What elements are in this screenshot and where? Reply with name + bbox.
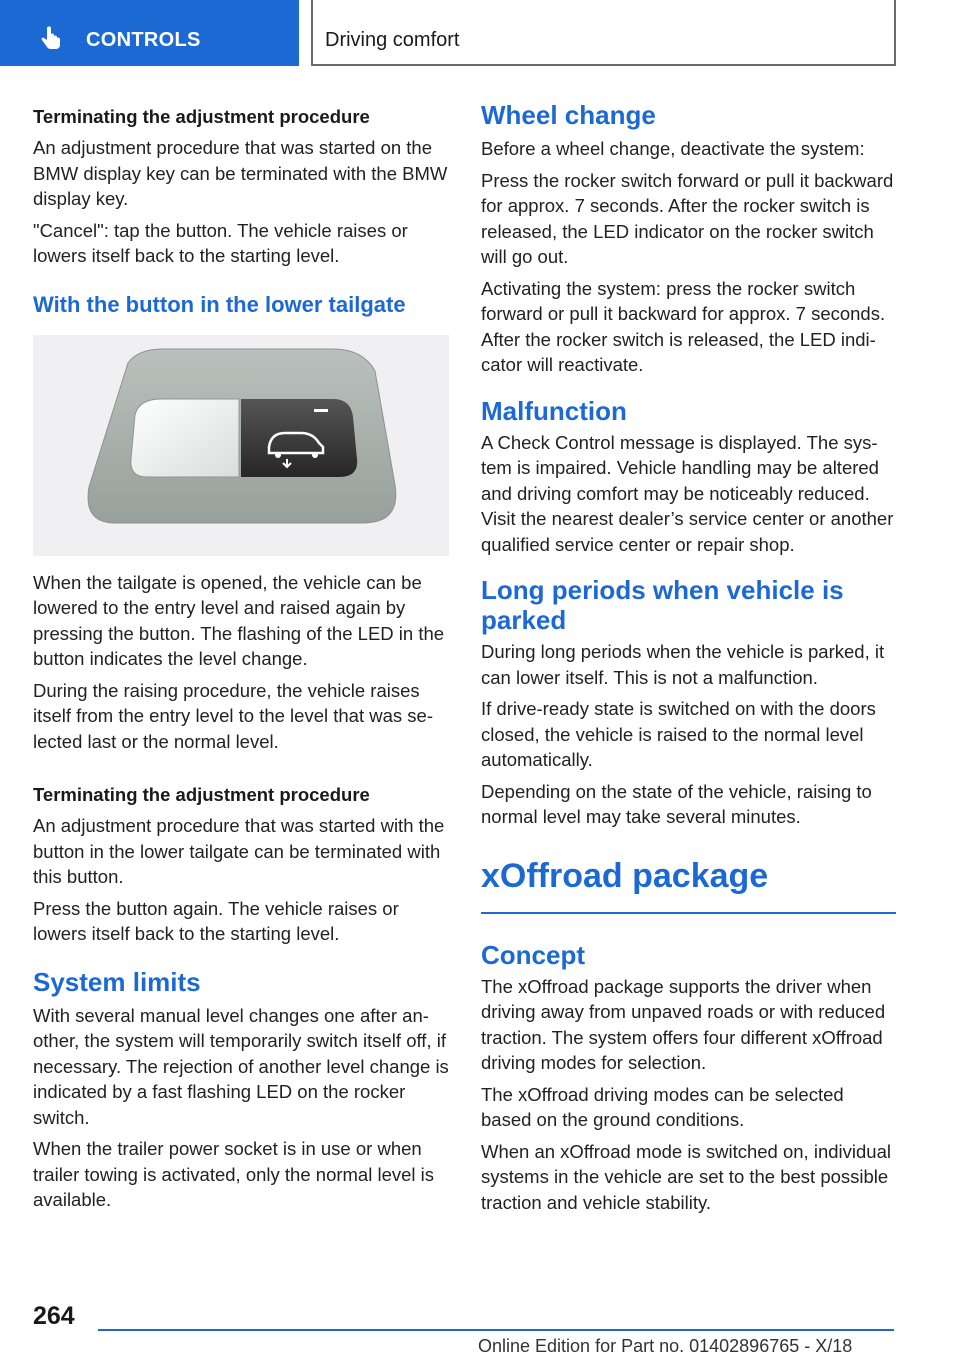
paragraph: During the raising procedure, the vehicle raises itself from the entry level to the level that was selected last or the normal level.	[33, 679, 433, 752]
paragraph: When an xOffroad mode is switched on, individual systems in the vehicle are set to the best possible traction and vehicle stability.	[481, 1140, 891, 1213]
chapter-tab-label: CONTROLS	[86, 29, 201, 51]
paragraph: An adjustment procedure that was started with the button in the lower tailgate can be terminated with this button.	[33, 815, 445, 887]
paragraph: When the trailer power socket is in use or when trailer towing is activated, only the normal level is available.	[33, 1138, 435, 1210]
paragraph: When the tailgate is opened, the vehicle can be lowered to the entry level and raised again by pressing the button. The flashing of the LED in the button indicates the level change.	[33, 571, 445, 669]
paragraph: "Cancel": tap the button. The vehicle raises or lowers itself back to the starting level.	[33, 219, 408, 266]
paragraph: The xOffroad package supports the driver when driving away from unpaved roads or with reduced traction. The system offers four different xOffroad driving modes for selection.	[481, 975, 886, 1073]
chapter-tab[interactable]	[0, 0, 299, 66]
paragraph: During long periods when the vehicle is parked, it can lower itself. This is not a malfunction.	[481, 641, 885, 688]
footer-edition: Online Edition for Part no. 01402896765 - X/18	[478, 1336, 853, 1356]
heading-wheel-change: Wheel change	[481, 100, 656, 130]
paragraph: An adjustment procedure that was started on the BMW display key can be terminated with the BMW display key.	[33, 137, 448, 209]
page-number: 264	[33, 1302, 75, 1330]
paragraph: If drive-ready state is switched on with the doors closed, the vehicle is raised to the normal level automatically.	[481, 698, 876, 770]
paragraph: Press the rocker switch forward or pull it backward for approx. 7 seconds. After the rocker switch is released, the LED indicator on the rocker switch will go out.	[481, 169, 894, 267]
paragraph: Activating the system: press the rocker switch forward or pull it backward for approx. 7 seconds. After the rocker switch is released, the LED indicator will reactivate.	[481, 277, 886, 375]
paragraph: Before a wheel change, deactivate the system:	[481, 138, 865, 159]
paragraph: A Check Control message is displayed. The system is impaired. Vehicle handling may be altered and driving comfort may be noticeably reduced. Visit the nearest dealer’s service center or another qualified service center or repair shop.	[481, 431, 894, 555]
heading-long-periods-parked: Long periods when vehicle is parked	[481, 575, 844, 635]
paragraph: Depending on the state of the vehicle, raising to normal level may take several minutes.	[481, 780, 872, 827]
heading-malfunction: Malfunction	[481, 395, 627, 426]
right-column	[481, 100, 896, 1221]
left-column	[33, 100, 449, 1219]
section-title: Driving comfort	[325, 29, 460, 51]
tailgate-button-figure	[33, 335, 449, 556]
footer-divider	[98, 1329, 894, 1331]
heading-system-limits: System limits	[33, 966, 201, 997]
paragraph: Press the button again. The vehicle raises or lowers itself back to the starting level.	[33, 897, 399, 944]
tailgate-button-image	[33, 335, 449, 556]
heading-xoffroad-package: xOffroad package	[481, 856, 896, 914]
paragraph: With several manual level changes one after another, the system will temporarily switch itself off, if necessary. The rejection of another level change is indicated by a fast flashing LED on the rocker switch.	[33, 1004, 449, 1128]
hand-pointer-icon	[38, 26, 64, 52]
heading-lower-tailgate-button: With the button in the lower tailgate	[33, 291, 406, 317]
heading-concept: Concept	[481, 939, 585, 970]
subheading-terminating-1: Terminating the adjustment procedure	[33, 106, 370, 127]
paragraph: The xOffroad driving modes can be selected based on the ground conditions.	[481, 1083, 844, 1130]
subheading-terminating-2: Terminating the adjustment procedure	[33, 784, 370, 805]
